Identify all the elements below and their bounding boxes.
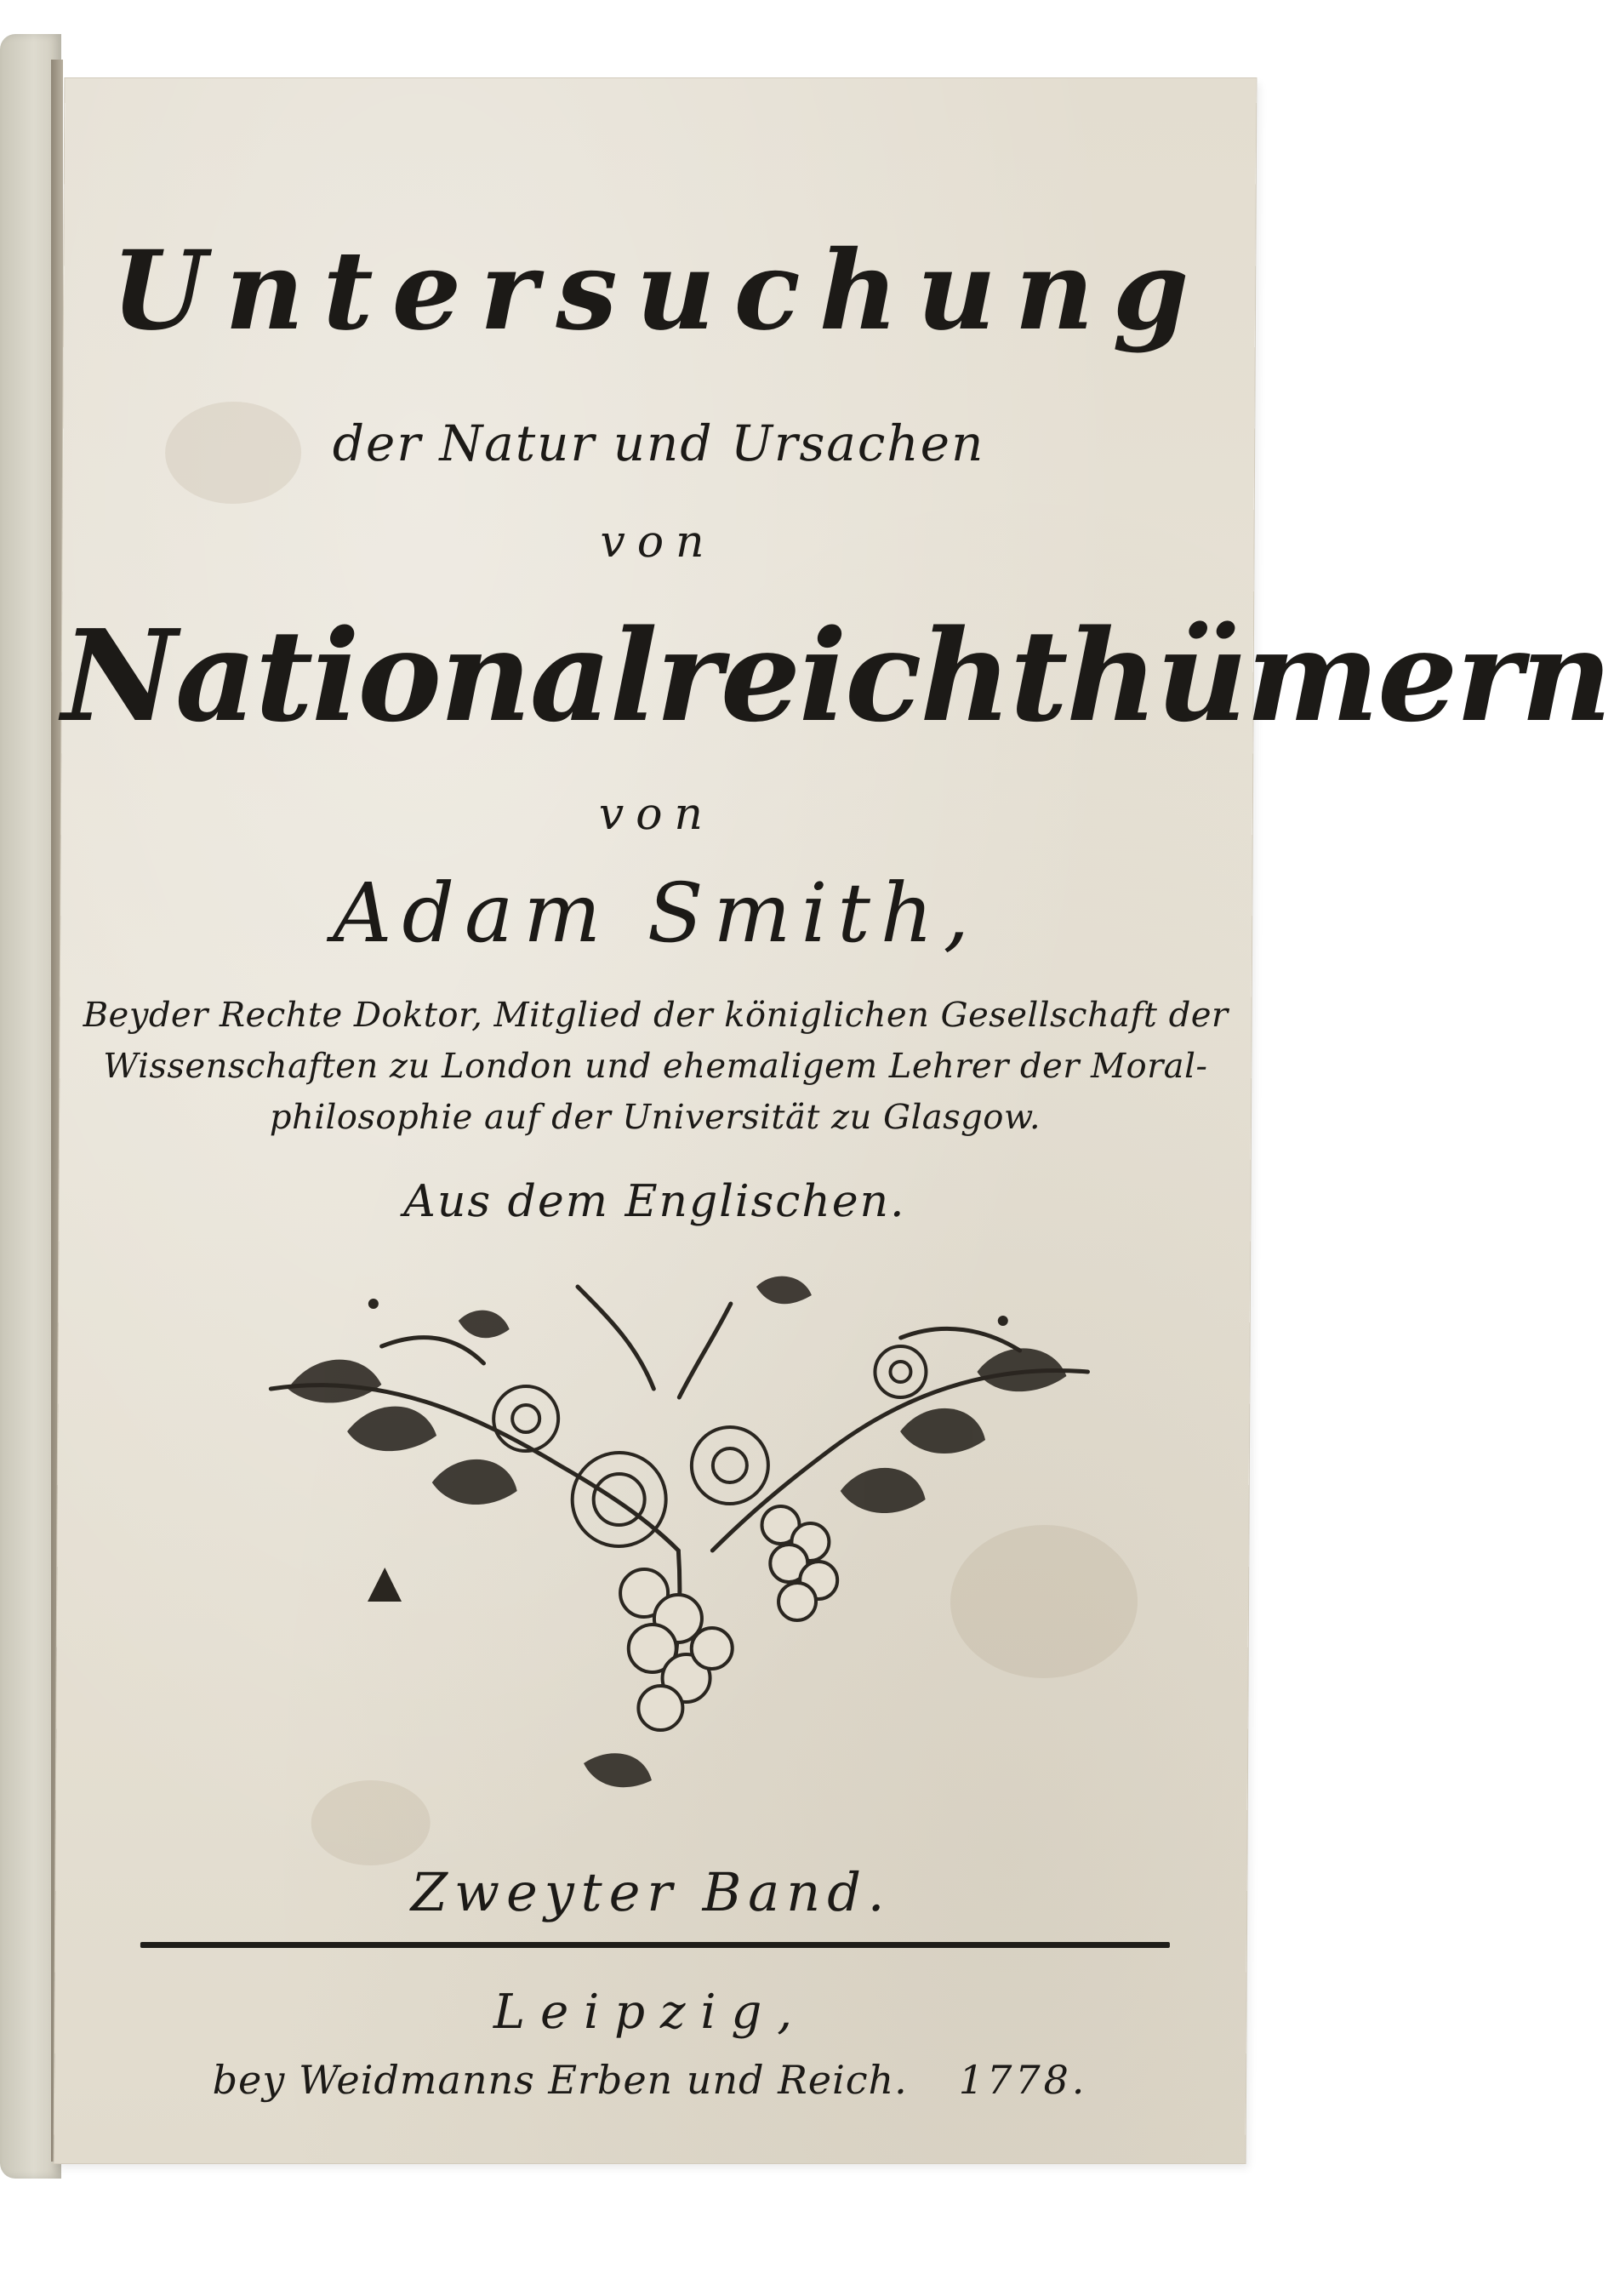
author-description-line: philosophie auf der Universität zu Glasgow. [269,1098,1041,1137]
preposition-von-author: von [598,789,716,840]
author-description-line: Beyder Rechte Doktor, Mitglied der königlichen Gesellschaft der [83,996,1229,1035]
big-title: Nationalreichthümern [61,602,1611,750]
volume-label: Zweyter Band. [410,1861,892,1923]
main-title: Untersuchung [111,227,1208,355]
preposition-von: von [600,517,716,568]
publication-year: 1778. [958,2057,1088,2103]
floral-woodcut-icon [252,1270,1105,1797]
author-description-line: Wissenschaften zu London und ehemaligem Lehrer der Moral- [103,1047,1208,1086]
publisher-name: bey Weidmanns Erben und Reich. [212,2057,908,2103]
publication-city: Leipzig, [493,1985,808,2040]
horizontal-rule [140,1942,1170,1948]
author-name: Adam Smith, [332,865,980,961]
subtitle: der Natur und Ursachen [332,414,985,472]
imprint-line [54,2057,1246,2103]
title-page [54,78,1611,2163]
title-page-text [54,78,1611,2163]
translation-note: Aus dem Englischen. [403,1176,906,1227]
